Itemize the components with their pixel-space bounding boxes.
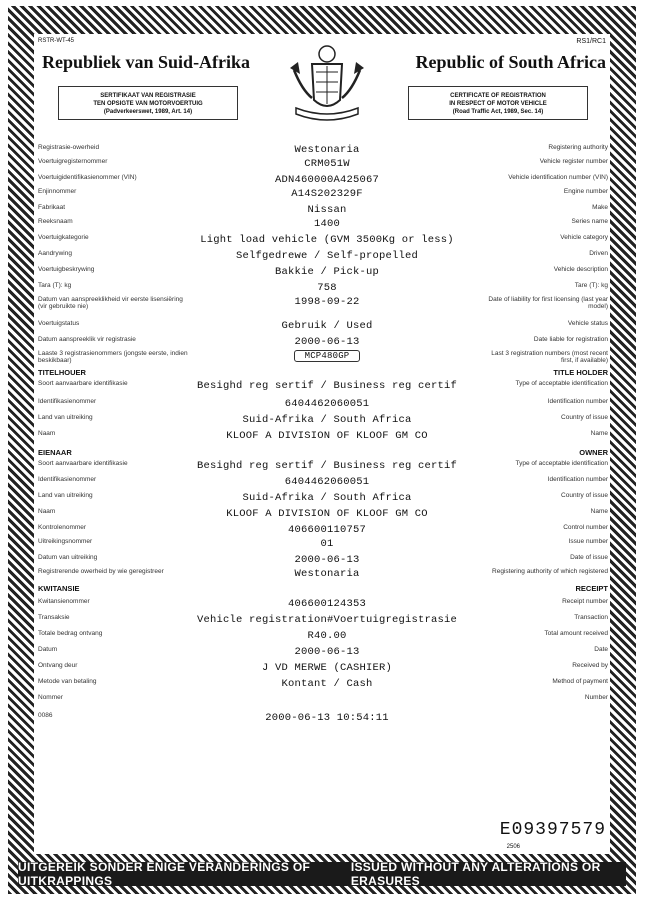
field-row — [34, 158, 610, 172]
field-row — [34, 282, 610, 296]
field-label-afrikaans: Laaste 3 registrasienommers (jongste eerste, indien beskikbaar) — [38, 350, 188, 364]
field-label-afrikaans: Kontrolenommer — [38, 524, 87, 531]
field-value: 2000-06-13 — [294, 336, 360, 348]
section-owner-afrikaans: EIENAAR — [38, 448, 72, 457]
coat-of-arms-icon — [282, 40, 372, 126]
field-label-english: Date liable for registration — [533, 336, 608, 343]
field-label-afrikaans: Datum van uitreiking — [38, 554, 98, 561]
field-row — [34, 492, 610, 506]
section-title-holder-afrikaans: TITELHOUER — [38, 368, 86, 377]
field-label-afrikaans: Datum van aanspreeklikheid vir eerste lisensiëring (vir gebruikte nie) — [38, 296, 183, 310]
field-label-english: Receipt number — [562, 598, 608, 605]
certificate-subtitle-english: CERTIFICATE OF REGISTRATION IN RESPECT OF MOTOR VEHICLE (Road Traffic Act, 1989, Sec. 14) — [408, 86, 588, 120]
field-label-english: Issue number — [568, 538, 608, 545]
field-label-english: Tare (T): kg — [574, 282, 608, 289]
field-row — [34, 554, 610, 568]
field-label-english: Identification number — [547, 398, 608, 405]
field-value: J VD MERWE (CASHIER) — [261, 662, 393, 674]
section-receipt-afrikaans: KWITANSIE — [38, 584, 80, 593]
field-label-english: Last 3 registration numbers (most recent first, if available) — [491, 350, 608, 364]
field-value: Bakkie / Pick-up — [274, 266, 380, 278]
field-value: 6404462060051 — [284, 398, 370, 410]
field-row — [34, 524, 610, 538]
field-value: Westonaria — [294, 144, 360, 156]
field-row — [34, 614, 610, 628]
field-value: Nissan — [307, 204, 347, 216]
field-row — [34, 250, 610, 264]
field-row — [34, 646, 610, 660]
field-label-english: Date of issue — [570, 554, 608, 561]
field-label-afrikaans: Ontvang deur — [38, 662, 78, 669]
field-value: Kontant / Cash — [281, 678, 373, 690]
field-label-afrikaans: Identifikasienommer — [38, 398, 97, 405]
field-label-afrikaans: Identifikasienommer — [38, 476, 97, 483]
field-row — [34, 234, 610, 248]
field-label-english: Driven — [589, 250, 608, 257]
field-label-afrikaans: Registrasie-owerheid — [38, 144, 100, 151]
field-row — [34, 144, 610, 158]
previous-registration-number: MCP480GP — [294, 350, 361, 362]
field-label-english: Type of acceptable identification — [515, 460, 608, 467]
field-label-afrikaans: Reeksnaam — [38, 218, 73, 225]
form-code-left: RSTR-WT-45 — [38, 38, 74, 44]
field-row — [34, 476, 610, 490]
field-label-afrikaans: 0086 — [38, 712, 53, 719]
field-value: Westonaria — [294, 568, 360, 580]
field-label-english: Date of liability for first licensing (last year model) — [488, 296, 608, 310]
field-label-afrikaans: Datum — [38, 646, 58, 653]
field-value: Vehicle registration#Voertuigregistrasie — [196, 614, 458, 626]
field-label-english: Vehicle description — [553, 266, 608, 273]
field-label-english: Name — [590, 430, 608, 437]
field-label-afrikaans: Tara (T): kg — [38, 282, 72, 289]
field-row — [34, 538, 610, 552]
footer-english: ISSUED WITHOUT ANY ALTERATIONS OR ERASURES — [350, 860, 601, 888]
field-value: 1998-09-22 — [294, 296, 360, 308]
certificate-border — [8, 6, 636, 894]
footer-banner — [18, 862, 626, 886]
field-value: 01 — [320, 538, 334, 550]
field-row — [34, 398, 610, 412]
field-row — [34, 712, 610, 726]
field-value: A14S202329F — [291, 188, 363, 200]
field-label-english: Registering authority — [548, 144, 608, 151]
field-label-english: Make — [592, 204, 608, 211]
field-label-english: Name — [590, 508, 608, 515]
field-value — [174, 350, 480, 362]
field-row — [34, 320, 610, 334]
section-title-holder-english: TITLE HOLDER — [553, 368, 608, 377]
field-row — [34, 508, 610, 522]
field-row — [34, 662, 610, 676]
field-row — [34, 174, 610, 188]
field-label-afrikaans: Voertuigkategorie — [38, 234, 89, 241]
field-label-english: Identification number — [547, 476, 608, 483]
field-label-afrikaans: Voertuigbeskrywing — [38, 266, 95, 273]
section-receipt-english: RECEIPT — [575, 584, 608, 593]
title-afrikaans: Republiek van Suid-Afrika — [42, 52, 251, 72]
field-label-afrikaans: Enjinnommer — [38, 188, 77, 195]
field-label-afrikaans: Registrerende owerheid by wie geregistreer — [38, 568, 164, 575]
field-label-afrikaans: Land van uitreiking — [38, 414, 93, 421]
field-label-english: Registering authority of which registered — [492, 568, 608, 575]
field-row — [34, 414, 610, 428]
field-row — [34, 430, 610, 444]
field-label-english: Vehicle category — [560, 234, 608, 241]
serial-sub-number: 2506 — [506, 844, 520, 850]
field-value: 6404462060051 — [284, 476, 370, 488]
field-label-english: Total amount received — [544, 630, 608, 637]
field-row — [34, 460, 610, 474]
field-value: KLOOF A DIVISION OF KLOOF GM CO — [226, 508, 428, 520]
field-label-english: Method of payment — [552, 678, 608, 685]
field-label-afrikaans: Uitreikingsnommer — [38, 538, 93, 545]
field-row — [34, 598, 610, 612]
field-value: KLOOF A DIVISION OF KLOOF GM CO — [226, 430, 428, 442]
field-label-afrikaans: Voertuigidentifikasienommer (VIN) — [38, 174, 137, 181]
field-value: Suid-Afrika / South Africa — [242, 414, 412, 426]
field-value: Selfgedrewe / Self-propelled — [235, 250, 419, 262]
field-label-afrikaans: Naam — [38, 508, 56, 515]
field-label-afrikaans: Land van uitreiking — [38, 492, 93, 499]
field-row — [34, 296, 610, 310]
field-value: Besighd reg sertif / Business reg certif — [196, 380, 458, 392]
field-label-afrikaans: Naam — [38, 430, 56, 437]
certificate-body — [34, 34, 610, 854]
field-value: ADN460000A425067 — [274, 174, 380, 186]
field-value: Besighd reg sertif / Business reg certif — [196, 460, 458, 472]
field-value: Gebruik / Used — [281, 320, 373, 332]
serial-number: E09397579 — [499, 820, 606, 840]
field-row — [34, 694, 610, 708]
field-label-afrikaans: Datum aanspreeklik vir registrasie — [38, 336, 136, 343]
field-label-english: Number — [584, 694, 608, 701]
field-label-english: Type of acceptable identification — [515, 380, 608, 387]
field-row — [34, 350, 610, 364]
field-row — [34, 630, 610, 644]
field-value: 406600110757 — [287, 524, 366, 536]
field-row — [34, 188, 610, 202]
field-label-afrikaans: Soort aanvaarbare identifikasie — [38, 380, 128, 387]
field-row — [34, 266, 610, 280]
field-value: 1400 — [313, 218, 340, 230]
footer-afrikaans: UITGEREIK SONDER ENIGE VERANDERINGS OF UITKRAPPINGS — [18, 860, 311, 888]
field-label-afrikaans: Nommer — [38, 694, 63, 701]
field-label-english: Vehicle register number — [539, 158, 608, 165]
field-label-english: Country of issue — [561, 492, 608, 499]
field-row — [34, 336, 610, 350]
field-value: 2000-06-13 10:54:11 — [265, 712, 389, 724]
field-label-english: Date — [594, 646, 608, 653]
field-row — [34, 204, 610, 218]
field-label-afrikaans: Totale bedrag ontvang — [38, 630, 103, 637]
field-value: Light load vehicle (GVM 3500Kg or less) — [200, 234, 454, 246]
title-english: Republic of South Africa — [415, 52, 606, 72]
field-label-afrikaans: Aandrywing — [38, 250, 72, 257]
field-label-afrikaans: Kwitansienommer — [38, 598, 90, 605]
field-row — [34, 678, 610, 692]
field-label-english: Control number — [563, 524, 608, 531]
field-label-afrikaans: Transaksie — [38, 614, 70, 621]
certificate-subtitle-afrikaans: SERTIFIKAAT VAN REGISTRASIE TEN OPSIGTE VAN MOTORVOERTUIG (Padverkeerswet, 1989, Art. 14) — [58, 86, 238, 120]
field-row — [34, 568, 610, 582]
field-label-afrikaans: Voertuigstatus — [38, 320, 80, 327]
field-label-english: Vehicle identification number (VIN) — [508, 174, 608, 181]
field-value: CRM051W — [304, 158, 350, 170]
form-code-right: RS1/RC1 — [576, 38, 606, 45]
field-label-afrikaans: Fabrikaat — [38, 204, 66, 211]
field-label-english: Engine number — [563, 188, 608, 195]
field-label-english: Vehicle status — [567, 320, 608, 327]
field-label-english: Received by — [572, 662, 608, 669]
field-value: 406600124353 — [287, 598, 366, 610]
section-owner-english: OWNER — [579, 448, 608, 457]
field-value: R40.00 — [307, 630, 347, 642]
field-label-afrikaans: Voertuigregisternommer — [38, 158, 108, 165]
field-value: 758 — [317, 282, 337, 294]
field-value: Suid-Afrika / South Africa — [242, 492, 412, 504]
field-label-afrikaans: Metode van betaling — [38, 678, 97, 685]
field-label-english: Series name — [571, 218, 608, 225]
field-value: 2000-06-13 — [294, 646, 360, 658]
field-label-english: Country of issue — [561, 414, 608, 421]
field-value: 2000-06-13 — [294, 554, 360, 566]
field-row — [34, 218, 610, 232]
field-label-afrikaans: Soort aanvaarbare identifikasie — [38, 460, 128, 467]
field-label-english: Transaction — [574, 614, 608, 621]
field-row — [34, 380, 610, 394]
